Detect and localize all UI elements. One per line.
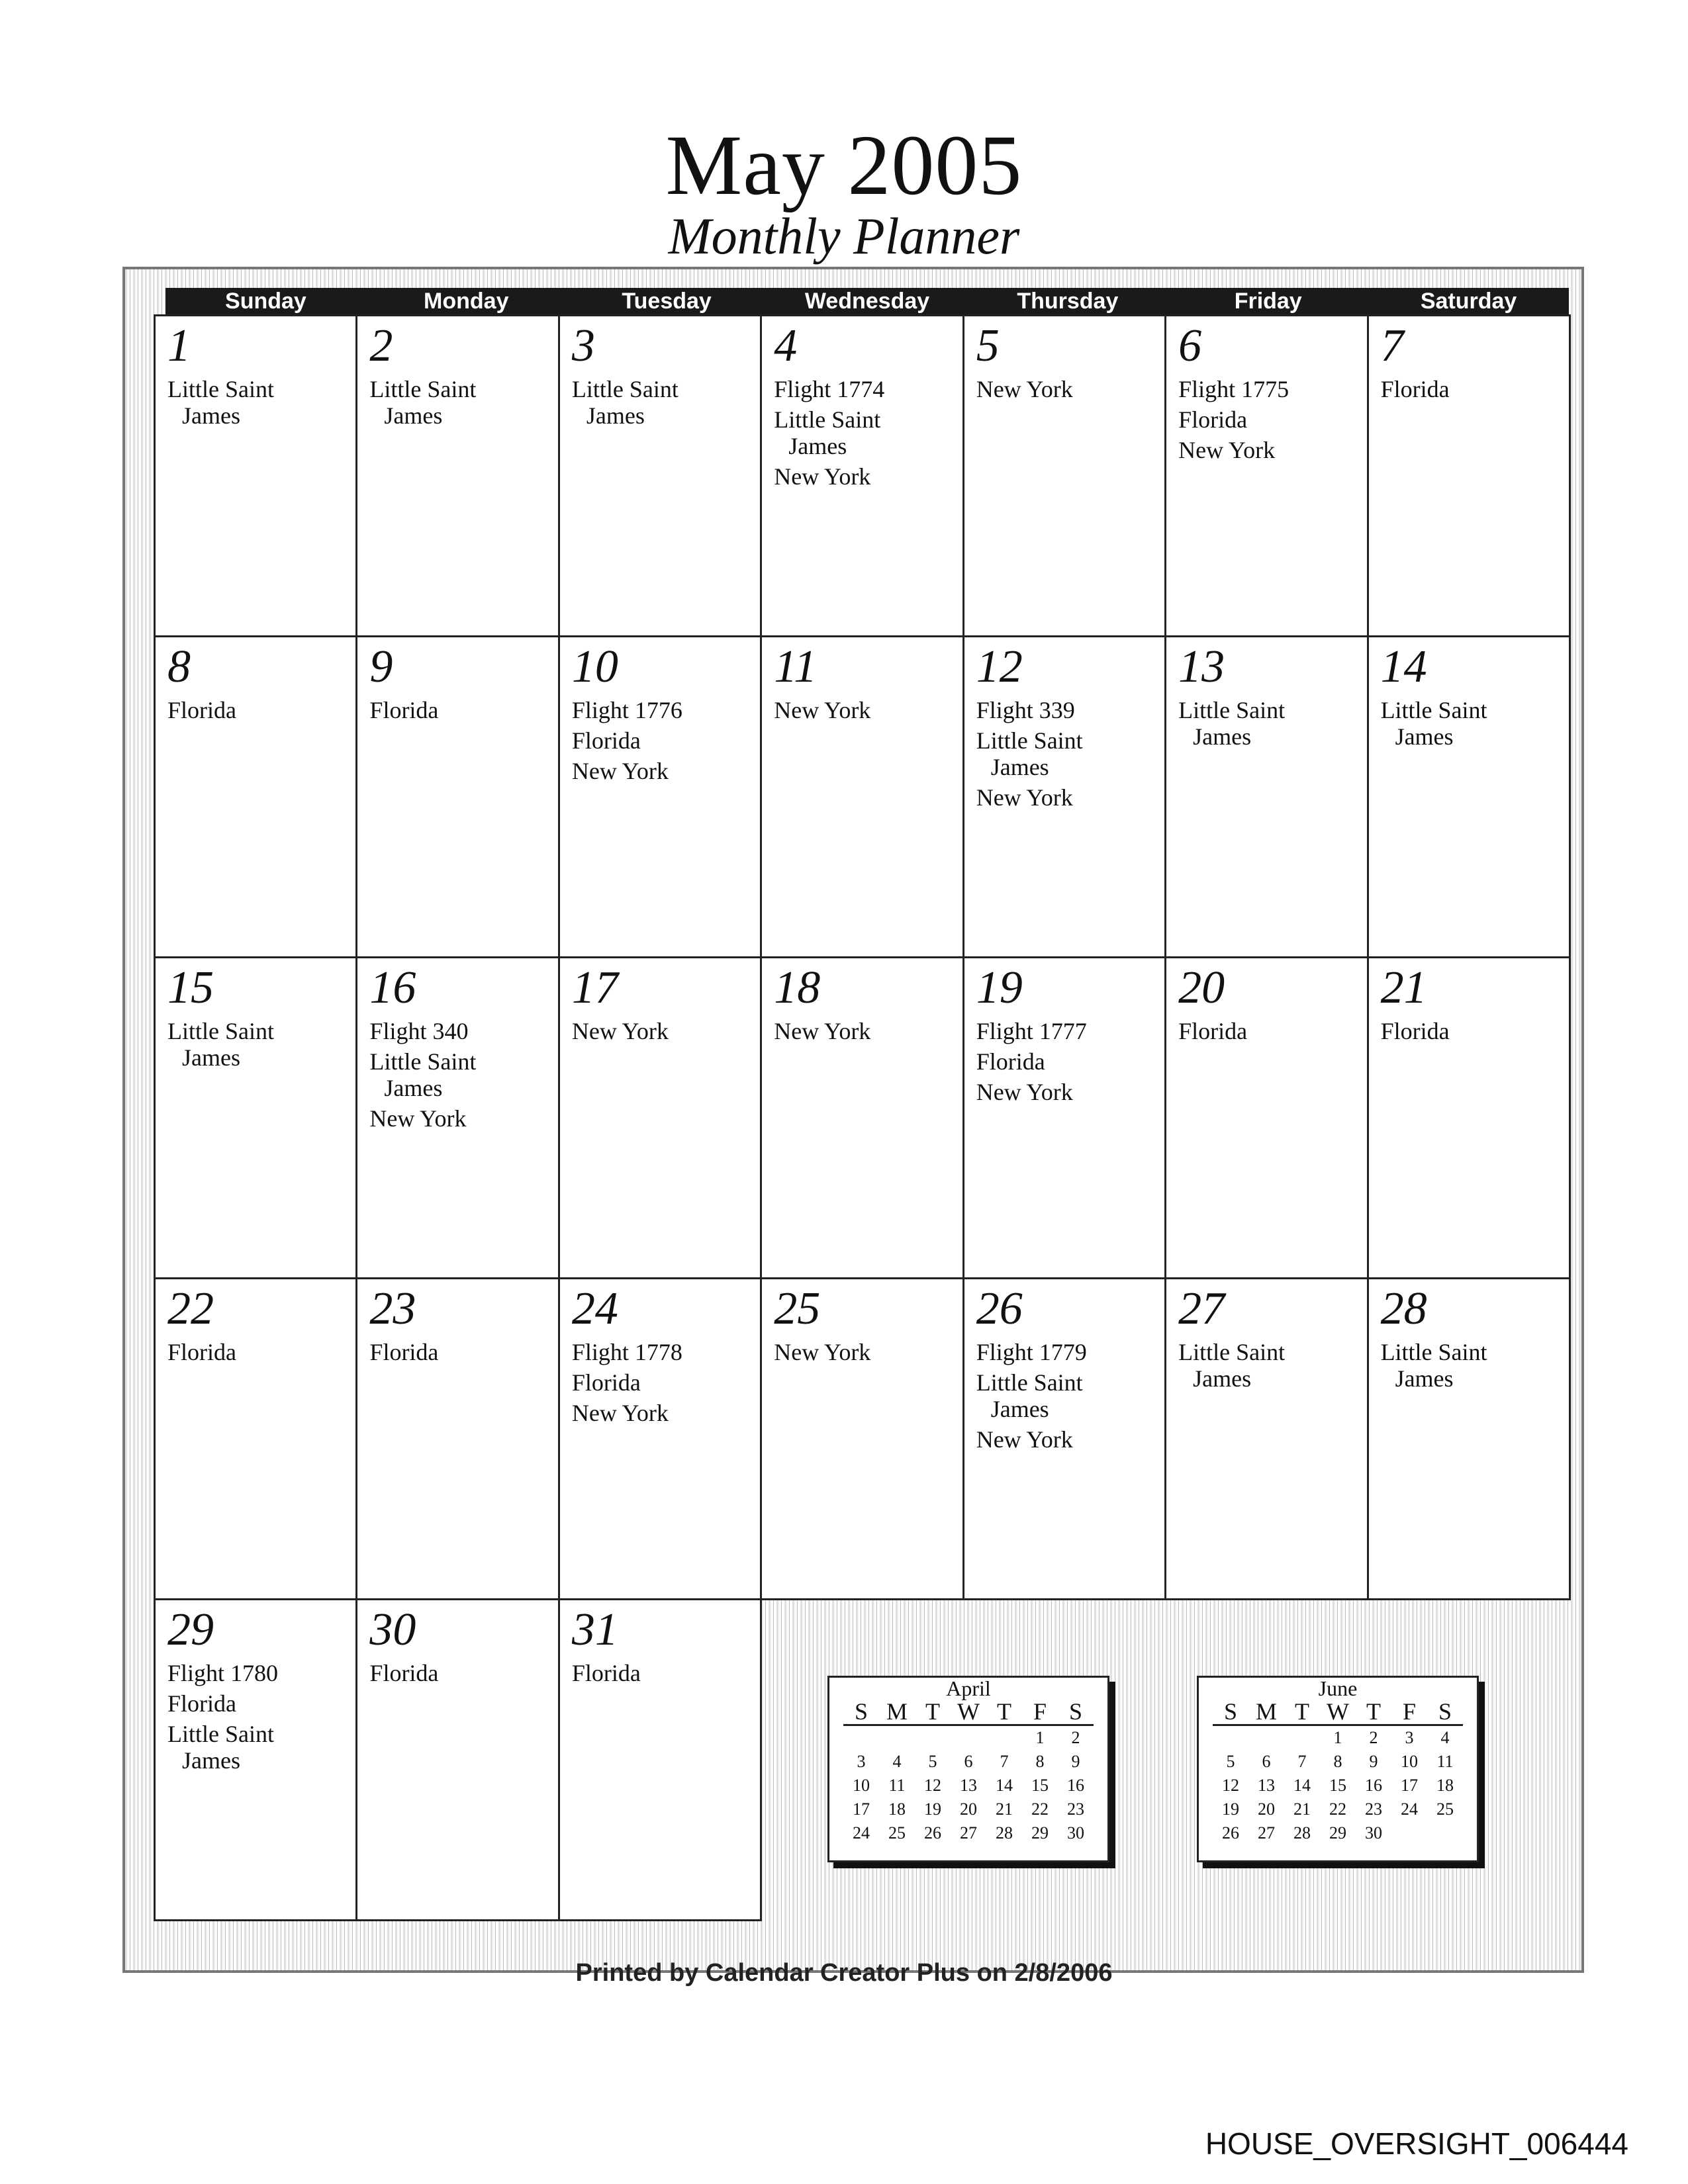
mini-date: 7	[1000, 1752, 1009, 1771]
mini-date	[1213, 1725, 1248, 1751]
day-cell	[760, 1277, 964, 1600]
mini-date: 4	[892, 1752, 902, 1771]
mini-weekday: S	[1058, 1699, 1094, 1725]
mini-date: 10	[1401, 1752, 1418, 1771]
day-number: 13	[1178, 641, 1225, 692]
mini-weekday: S	[1427, 1699, 1463, 1725]
mini-date: 21	[996, 1799, 1013, 1819]
mini-date: 24	[1401, 1799, 1418, 1819]
day-number: 14	[1380, 641, 1427, 692]
day-entry: Florida	[1380, 1018, 1450, 1044]
day-cell	[558, 956, 762, 1279]
day-entry: New York	[571, 1018, 669, 1044]
mini-date: 25	[1436, 1799, 1454, 1819]
day-cell	[355, 635, 559, 958]
day-entry: James	[1395, 1365, 1454, 1392]
day-cell	[355, 314, 559, 637]
day-cell	[558, 1598, 762, 1921]
mini-date: 30	[1067, 1823, 1084, 1843]
mini-calendar-month: June	[1318, 1676, 1358, 1700]
day-cell	[962, 314, 1166, 637]
mini-date: 2	[1369, 1728, 1378, 1747]
day-entry: Florida	[167, 1339, 236, 1365]
day-entry: Little Saint	[167, 1721, 274, 1747]
mini-date	[879, 1725, 915, 1751]
day-entry: Little Saint	[1178, 1339, 1286, 1365]
mini-date: 9	[1071, 1752, 1080, 1771]
mini-date: 4	[1440, 1728, 1450, 1747]
day-entry: Florida	[369, 697, 439, 723]
mini-date: 27	[1258, 1823, 1275, 1843]
day-entry: Flight 1776	[571, 697, 682, 723]
mini-weekday: T	[1356, 1699, 1391, 1725]
day-entry: Florida	[1178, 1018, 1248, 1044]
mini-date	[1427, 1821, 1463, 1845]
mini-date: 12	[1222, 1776, 1239, 1795]
day-entry: Flight 1779	[976, 1339, 1087, 1365]
mini-date: 5	[1226, 1752, 1235, 1771]
mini-date: 28	[1293, 1823, 1311, 1843]
mini-weekday: F	[1391, 1699, 1427, 1725]
day-number: 4	[774, 320, 798, 371]
day-number: 20	[1178, 962, 1225, 1013]
mini-date	[951, 1725, 986, 1751]
day-cell	[1367, 635, 1571, 958]
day-cell	[760, 314, 964, 637]
day-number: 1	[167, 320, 191, 371]
day-number: 27	[1178, 1283, 1225, 1334]
mini-date: 17	[853, 1799, 870, 1819]
day-entry: Flight 1780	[167, 1660, 279, 1686]
mini-date: 1	[1035, 1728, 1045, 1747]
day-cell	[355, 956, 559, 1279]
day-entry: Little Saint	[1380, 697, 1487, 723]
day-entry: New York	[976, 376, 1073, 402]
mini-date: 19	[1222, 1799, 1239, 1819]
day-entry: James	[990, 754, 1049, 780]
day-number: 9	[369, 641, 393, 692]
page-title: May 2005	[665, 118, 1023, 213]
mini-date	[915, 1725, 951, 1751]
day-entry: Little Saint	[369, 376, 477, 402]
day-cell	[962, 956, 1166, 1279]
day-entry: Florida	[369, 1339, 439, 1365]
day-entry: Little Saint	[167, 376, 274, 402]
day-cell	[558, 635, 762, 958]
mini-weekday: W	[1320, 1699, 1356, 1725]
mini-date	[1284, 1725, 1320, 1751]
mini-date: 1	[1333, 1728, 1342, 1747]
mini-date: 6	[964, 1752, 973, 1771]
mini-date: 20	[960, 1799, 977, 1819]
mini-date: 14	[1293, 1776, 1311, 1795]
day-entry: James	[788, 433, 847, 459]
day-entry: James	[384, 1075, 443, 1101]
mini-calendar-june	[1197, 1676, 1479, 1862]
printed-by-note: Printed by Calendar Creator Plus on 2/8/2006	[575, 1959, 1113, 1987]
day-cell	[1164, 314, 1368, 637]
mini-date: 28	[996, 1823, 1013, 1843]
mini-date: 17	[1401, 1776, 1418, 1795]
day-entry: Florida	[976, 1048, 1045, 1075]
day-number: 22	[167, 1283, 214, 1334]
day-number: 12	[976, 641, 1023, 692]
day-cell	[1367, 1277, 1571, 1600]
day-entry: Little Saint	[1178, 697, 1286, 723]
day-number: 23	[369, 1283, 416, 1334]
mini-weekday: T	[1284, 1699, 1320, 1725]
day-cell	[558, 314, 762, 637]
mini-date: 27	[960, 1823, 977, 1843]
day-cell	[154, 314, 357, 637]
day-entry: New York	[571, 1400, 669, 1426]
day-number: 2	[369, 320, 393, 371]
day-number: 5	[976, 320, 1000, 371]
day-number: 24	[571, 1283, 618, 1334]
day-cell	[154, 635, 357, 958]
day-entry: Florida	[571, 1369, 641, 1396]
weekday-label: Wednesday	[804, 289, 930, 314]
day-entry: New York	[1178, 437, 1276, 463]
mini-date: 30	[1365, 1823, 1382, 1843]
mini-date: 16	[1067, 1776, 1084, 1795]
day-entry: New York	[774, 1339, 871, 1365]
mini-date: 10	[853, 1776, 870, 1795]
day-entry: Little Saint	[774, 406, 881, 433]
day-cell	[154, 1598, 357, 1921]
day-number: 10	[571, 641, 618, 692]
day-entry: James	[1395, 723, 1454, 750]
day-entry: Florida	[167, 1690, 236, 1717]
mini-date: 11	[888, 1776, 906, 1795]
day-entry: Little Saint	[976, 1369, 1083, 1396]
mini-date	[1248, 1725, 1284, 1751]
mini-date: 8	[1333, 1752, 1342, 1771]
mini-date: 15	[1329, 1776, 1346, 1795]
day-number: 26	[976, 1283, 1023, 1334]
day-entry: New York	[774, 463, 871, 490]
day-entry: New York	[369, 1105, 467, 1132]
mini-date: 26	[1222, 1823, 1239, 1843]
day-number: 6	[1178, 320, 1202, 371]
mini-date: 26	[924, 1823, 941, 1843]
day-entry: New York	[976, 784, 1073, 811]
day-cell	[1367, 314, 1571, 637]
mini-date: 5	[928, 1752, 937, 1771]
day-cell	[1164, 635, 1368, 958]
day-number: 7	[1380, 320, 1404, 371]
weekday-label: Friday	[1234, 289, 1302, 314]
mini-date: 18	[888, 1799, 906, 1819]
mini-weekday: W	[951, 1699, 986, 1725]
day-number: 30	[369, 1604, 416, 1655]
mini-weekday: S	[1213, 1699, 1248, 1725]
day-entry: Flight 1774	[774, 376, 885, 402]
day-entry: Little Saint	[167, 1018, 274, 1044]
day-cell	[962, 635, 1166, 958]
document-stamp: HOUSE_OVERSIGHT_006444	[1205, 2126, 1628, 2161]
mini-date: 3	[1405, 1728, 1414, 1747]
mini-weekday: M	[879, 1699, 915, 1725]
mini-weekday: M	[1248, 1699, 1284, 1725]
mini-weekday: T	[915, 1699, 951, 1725]
day-cell	[760, 956, 964, 1279]
mini-date: 3	[857, 1752, 866, 1771]
day-number: 31	[571, 1604, 618, 1655]
day-cell	[962, 1277, 1166, 1600]
mini-date: 11	[1436, 1752, 1454, 1771]
day-number: 16	[369, 962, 416, 1013]
day-entry: Flight 339	[976, 697, 1075, 723]
day-entry: Flight 1777	[976, 1018, 1087, 1044]
mini-date: 8	[1035, 1752, 1045, 1771]
mini-date	[843, 1725, 879, 1751]
day-entry: James	[182, 1747, 240, 1774]
day-entry: New York	[571, 758, 669, 784]
mini-date: 29	[1031, 1823, 1049, 1843]
day-entry: Little Saint	[369, 1048, 477, 1075]
day-entry: James	[990, 1396, 1049, 1422]
day-cell	[1367, 956, 1571, 1279]
day-number: 19	[976, 962, 1023, 1013]
day-number: 8	[167, 641, 191, 692]
day-cell	[1164, 956, 1368, 1279]
mini-date: 22	[1329, 1799, 1346, 1819]
day-entry: James	[182, 1044, 240, 1071]
day-entry: James	[586, 402, 645, 429]
mini-date: 16	[1365, 1776, 1382, 1795]
weekday-label: Tuesday	[622, 289, 712, 314]
day-entry: Florida	[571, 1660, 641, 1686]
mini-date: 15	[1031, 1776, 1049, 1795]
mini-date: 13	[960, 1776, 977, 1795]
weekday-header-bar	[165, 288, 1569, 314]
day-cell	[760, 635, 964, 958]
day-entry: New York	[976, 1079, 1073, 1105]
mini-date: 20	[1258, 1799, 1275, 1819]
mini-weekday: F	[1022, 1699, 1058, 1725]
day-cell	[355, 1598, 559, 1921]
mini-weekday: S	[843, 1699, 879, 1725]
day-entry: Florida	[167, 697, 236, 723]
mini-calendar-april	[827, 1676, 1109, 1862]
day-entry: Florida	[1178, 406, 1248, 433]
day-number: 28	[1380, 1283, 1427, 1334]
day-entry: James	[1193, 1365, 1252, 1392]
weekday-label: Thursday	[1017, 289, 1119, 314]
mini-date: 21	[1293, 1799, 1311, 1819]
mini-date: 29	[1329, 1823, 1346, 1843]
day-number: 11	[774, 641, 818, 692]
mini-date: 22	[1031, 1799, 1049, 1819]
mini-date: 12	[924, 1776, 941, 1795]
day-entry: Flight 1775	[1178, 376, 1289, 402]
day-cell	[1164, 1277, 1368, 1600]
mini-date: 23	[1365, 1799, 1382, 1819]
mini-date: 2	[1071, 1728, 1080, 1747]
mini-date: 6	[1262, 1752, 1271, 1771]
day-cell	[154, 1277, 357, 1600]
day-cell	[558, 1277, 762, 1600]
day-number: 15	[167, 962, 214, 1013]
day-number: 25	[774, 1283, 821, 1334]
day-entry: Florida	[1380, 376, 1450, 402]
day-cell	[355, 1277, 559, 1600]
mini-calendar-month: April	[946, 1676, 991, 1700]
weekday-label: Saturday	[1420, 289, 1517, 314]
mini-date	[1391, 1821, 1427, 1845]
mini-date: 18	[1436, 1776, 1454, 1795]
day-entry: James	[1193, 723, 1252, 750]
day-entry: James	[182, 402, 240, 429]
weekday-label: Sunday	[225, 289, 306, 314]
mini-weekday: T	[986, 1699, 1022, 1725]
day-number: 18	[774, 962, 821, 1013]
day-entry: New York	[976, 1426, 1073, 1453]
day-entry: Flight 340	[369, 1018, 469, 1044]
day-number: 29	[167, 1604, 214, 1655]
mini-date: 9	[1369, 1752, 1378, 1771]
day-number: 17	[571, 962, 618, 1013]
day-entry: Little Saint	[976, 727, 1083, 754]
day-entry: Little Saint	[1380, 1339, 1487, 1365]
day-entry: New York	[774, 1018, 871, 1044]
mini-date: 25	[888, 1823, 906, 1843]
mini-date: 14	[996, 1776, 1013, 1795]
mini-date: 7	[1297, 1752, 1307, 1771]
day-number: 21	[1380, 962, 1427, 1013]
day-entry: New York	[774, 697, 871, 723]
weekday-label: Monday	[424, 289, 509, 314]
day-entry: James	[384, 402, 443, 429]
day-entry: Flight 1778	[571, 1339, 682, 1365]
mini-date: 24	[853, 1823, 870, 1843]
mini-date	[986, 1725, 1022, 1751]
day-entry: Little Saint	[571, 376, 679, 402]
day-number: 3	[571, 320, 595, 371]
day-entry: Florida	[571, 727, 641, 754]
day-entry: Florida	[369, 1660, 439, 1686]
mini-date: 19	[924, 1799, 941, 1819]
day-cell	[154, 956, 357, 1279]
mini-date: 13	[1258, 1776, 1275, 1795]
page-subtitle: Monthly Planner	[668, 207, 1020, 265]
mini-date: 23	[1067, 1799, 1084, 1819]
